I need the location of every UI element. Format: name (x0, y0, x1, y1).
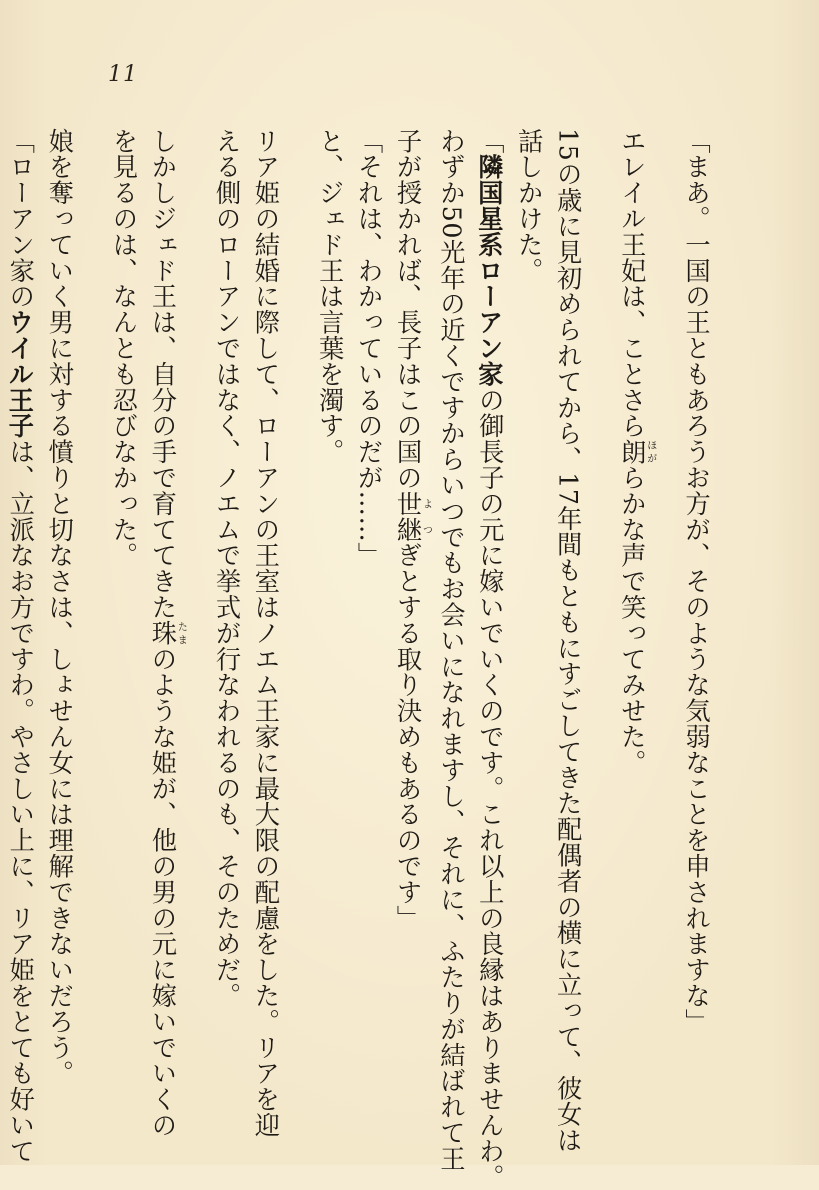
text-line (104, 128, 143, 1088)
text-line (509, 128, 548, 1088)
text-line (39, 128, 103, 1088)
ruby-word (148, 620, 177, 646)
text-run: 「ローアン家の (6, 128, 35, 309)
text-run: わずか50光年の近くですからいつでもお会いになれますし、それに、ふたりが結ばれて王 (437, 128, 466, 1172)
text-run: のような姫が、他の男の元に嫁いでいくの (148, 646, 177, 1138)
text-run: を見るのは、なんとも忍びなかった。 (109, 128, 138, 568)
text-run: らかな声で笑ってみせた。 (618, 465, 647, 776)
ruby-word (393, 491, 422, 543)
text-run: リア姫の結婚に際して、ローアンの王室はノエム王家に最大限の配慮をした。リアを迎 (251, 128, 280, 1138)
ruby-word (618, 439, 647, 465)
page-number: 11 (108, 62, 138, 87)
text-run: える側のローアンではなく、ノエムで挙式が行なわれるのも、そのためだ。 (213, 128, 242, 1009)
text-run: しかしジェド王は、自分の手で育ててきた (148, 128, 177, 620)
text-run: 「まあ。一国の王ともあろうお方が、そのような気弱なことを申されますな」 (682, 128, 711, 1035)
ruby-base: 珠 (148, 620, 177, 646)
text-run: 「それは、わかっているのだが……」 (355, 128, 384, 568)
bold-term: 隣国星系ローアン家 (475, 154, 505, 387)
text-line (207, 128, 246, 1088)
text-run: と、ジェド王は言葉を濁す。 (316, 128, 345, 465)
ruby-reading: ほが (645, 439, 656, 465)
bold-term: ウイル王子 (5, 309, 35, 439)
text-line (349, 128, 388, 1088)
vertical-text-body (75, 128, 715, 1088)
text-run: 娘を奪っていく男に対する憤りと切なさは、しょせん女には理解できないだろう。 (45, 128, 74, 1086)
ruby-reading: たま (175, 620, 186, 646)
text-line (431, 128, 470, 1088)
text-run: ぎとする取り決めもあるのです」 (393, 542, 422, 931)
text-line (612, 128, 676, 1088)
text-line (246, 128, 310, 1088)
text-line (142, 128, 206, 1088)
text-line (676, 128, 715, 1088)
text-line (548, 128, 612, 1088)
text-run: 子が授かれば、長子はこの国の (393, 128, 422, 491)
ruby-base: 朗 (618, 439, 647, 465)
ruby-base: 世継 (393, 491, 422, 543)
text-line (388, 128, 431, 1088)
text-line (310, 128, 349, 1088)
text-run: 15の歳に見初められてから、17年間もともにすごしてきた配偶者の横に立って、彼女は (554, 128, 583, 1153)
text-run: 話しかけた。 (515, 128, 544, 283)
text-line (0, 128, 39, 1088)
text-run: は、立派なお方ですわ。やさしい上に、リア姫をとても好いて (6, 439, 35, 1164)
text-run: 「 (476, 128, 505, 154)
text-line (470, 128, 509, 1088)
text-run: エレイル王妃は、ことさら (618, 128, 647, 439)
text-run: の御長子の元に嫁いでいくのです。これ以上の良縁はありませんわ。 (476, 387, 505, 1190)
ruby-reading: よつ (420, 491, 431, 543)
